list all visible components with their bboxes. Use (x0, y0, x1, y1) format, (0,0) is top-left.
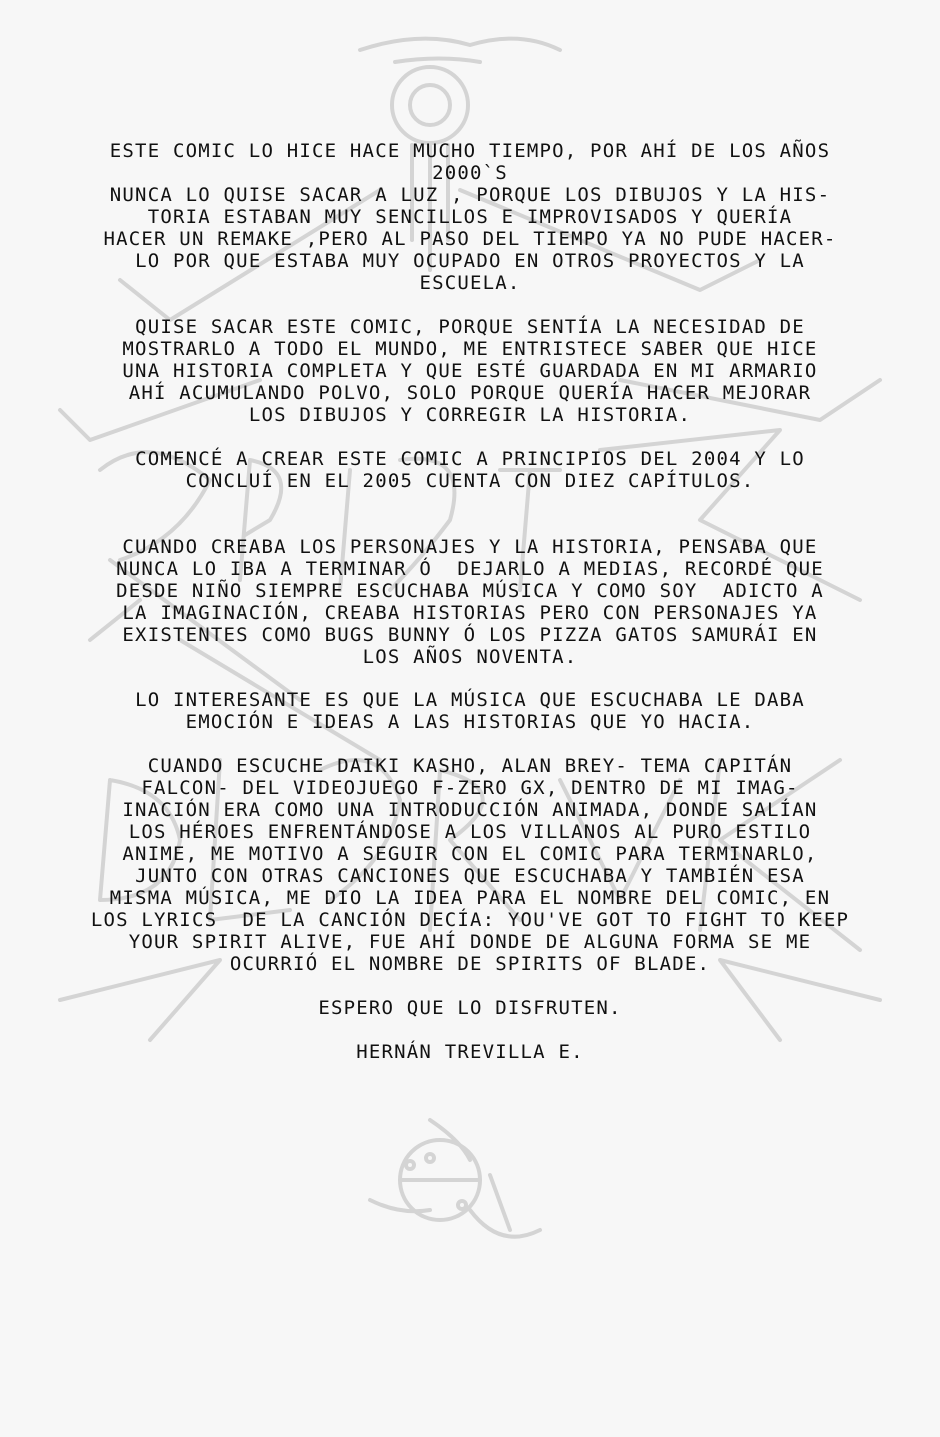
text-line: CUANDO CREABA LOS PERSONAJES Y LA HISTORIA, PENSABA QUE (122, 536, 818, 558)
text-line: HERNÁN TREVILLA E. (356, 1041, 584, 1063)
reason-paragraph (22, 316, 918, 426)
music-paragraph (22, 689, 918, 733)
characters-paragraph (22, 536, 918, 668)
text-line: LOS LYRICS DE LA CANCIÓN DECÍA: YOU'VE GOT TO FIGHT TO KEEP (90, 909, 850, 931)
text-line: NUNCA LO IBA A TERMINAR Ó DEJARLO A MEDIAS, RECORDÉ QUE (116, 558, 824, 580)
text-line: JUNTO CON OTRAS CANCIONES QUE ESCUCHABA Y TAMBIÉN ESA (135, 865, 805, 887)
text-line: COMENCÉ A CREAR ESTE COMIC A PRINCIPIOS DEL 2004 Y LO (135, 448, 805, 470)
text-line: HACER UN REMAKE ,PERO AL PASO DEL TIEMPO YA NO PUDE HACER- (103, 228, 837, 250)
text-line: MISMA MÚSICA, ME DIO LA IDEA PARA EL NOMBRE DEL COMIC, EN (109, 887, 831, 909)
text-line: LA IMAGINACIÓN, CREABA HISTORIAS PERO CON PERSONAJES YA (122, 602, 818, 624)
text-line: INACIÓN ERA COMO UNA INTRODUCCIÓN ANIMADA, DONDE SALÍAN (122, 799, 818, 821)
text-line: LOS DIBUJOS Y CORREGIR LA HISTORIA. (248, 404, 692, 426)
text-line: LOS AÑOS NOVENTA. (362, 646, 578, 668)
text-line: ESTE COMIC LO HICE HACE MUCHO TIEMPO, POR AHÍ DE LOS AÑOS (109, 140, 831, 162)
text-line: TORIA ESTABAN MUY SENCILLOS E IMPROVISADOS Y QUERÍA (147, 206, 793, 228)
text-line: 2000`S (432, 162, 508, 184)
text-line: EMOCIÓN E IDEAS A LAS HISTORIAS QUE YO HACIA. (185, 711, 755, 733)
text-line: MOSTRARLO A TODO EL MUNDO, ME ENTRISTECE SABER QUE HICE (122, 338, 818, 360)
text-line: UNA HISTORIA COMPLETA Y QUE ESTÉ GUARDADA EN MI ARMARIO (122, 360, 818, 382)
text-line: LOS HÉROES ENFRENTÁNDOSE A LOS VILLANOS AL PURO ESTILO (128, 821, 812, 843)
text-line: OCURRIÓ EL NOMBRE DE SPIRITS OF BLADE. (229, 953, 711, 975)
text-line: LO POR QUE ESTABA MUY OCUPADO EN OTROS PROYECTOS Y LA (135, 250, 805, 272)
closing-paragraph (22, 997, 918, 1019)
text-line: EXISTENTES COMO BUGS BUNNY Ó LOS PIZZA GATOS SAMURÁI EN (122, 624, 818, 646)
inspiration-paragraph (22, 755, 918, 975)
text-line: AHÍ ACUMULANDO POLVO, SOLO PORQUE QUERÍA HACER MEJORAR (128, 382, 812, 404)
text-line: YOUR SPIRIT ALIVE, FUE AHÍ DONDE DE ALGUNA FORMA SE ME (128, 931, 812, 953)
intro-paragraph (22, 140, 918, 294)
text-line: LO INTERESANTE ES QUE LA MÚSICA QUE ESCUCHABA LE DABA (135, 689, 805, 711)
text-line: CUANDO ESCUCHE DAIKI KASHO, ALAN BREY- TEMA CAPITÁN (147, 755, 793, 777)
text-line: ESCUELA. (419, 272, 521, 294)
text-line: ANIME, ME MOTIVO A SEGUIR CON EL COMIC PARA TERMINARLO, (122, 843, 818, 865)
author-signature (22, 1041, 918, 1063)
dates-paragraph (22, 448, 918, 492)
text-line: QUISE SACAR ESTE COMIC, PORQUE SENTÍA LA NECESIDAD DE (135, 316, 805, 338)
text-line: DESDE NIÑO SIEMPRE ESCUCHABA MÚSICA Y COMO SOY ADICTO A (116, 580, 824, 602)
text-line: ESPERO QUE LO DISFRUTEN. (318, 997, 622, 1019)
text-line: FALCON- DEL VIDEOJUEGO F-ZERO GX, DENTRO DE MI IMAG- (141, 777, 799, 799)
text-line: NUNCA LO QUISE SACAR A LUZ , PORQUE LOS DIBUJOS Y LA HIS- (109, 184, 831, 206)
text-line: CONCLUÍ EN EL 2005 CUENTA CON DIEZ CAPÍTULOS. (185, 470, 755, 492)
